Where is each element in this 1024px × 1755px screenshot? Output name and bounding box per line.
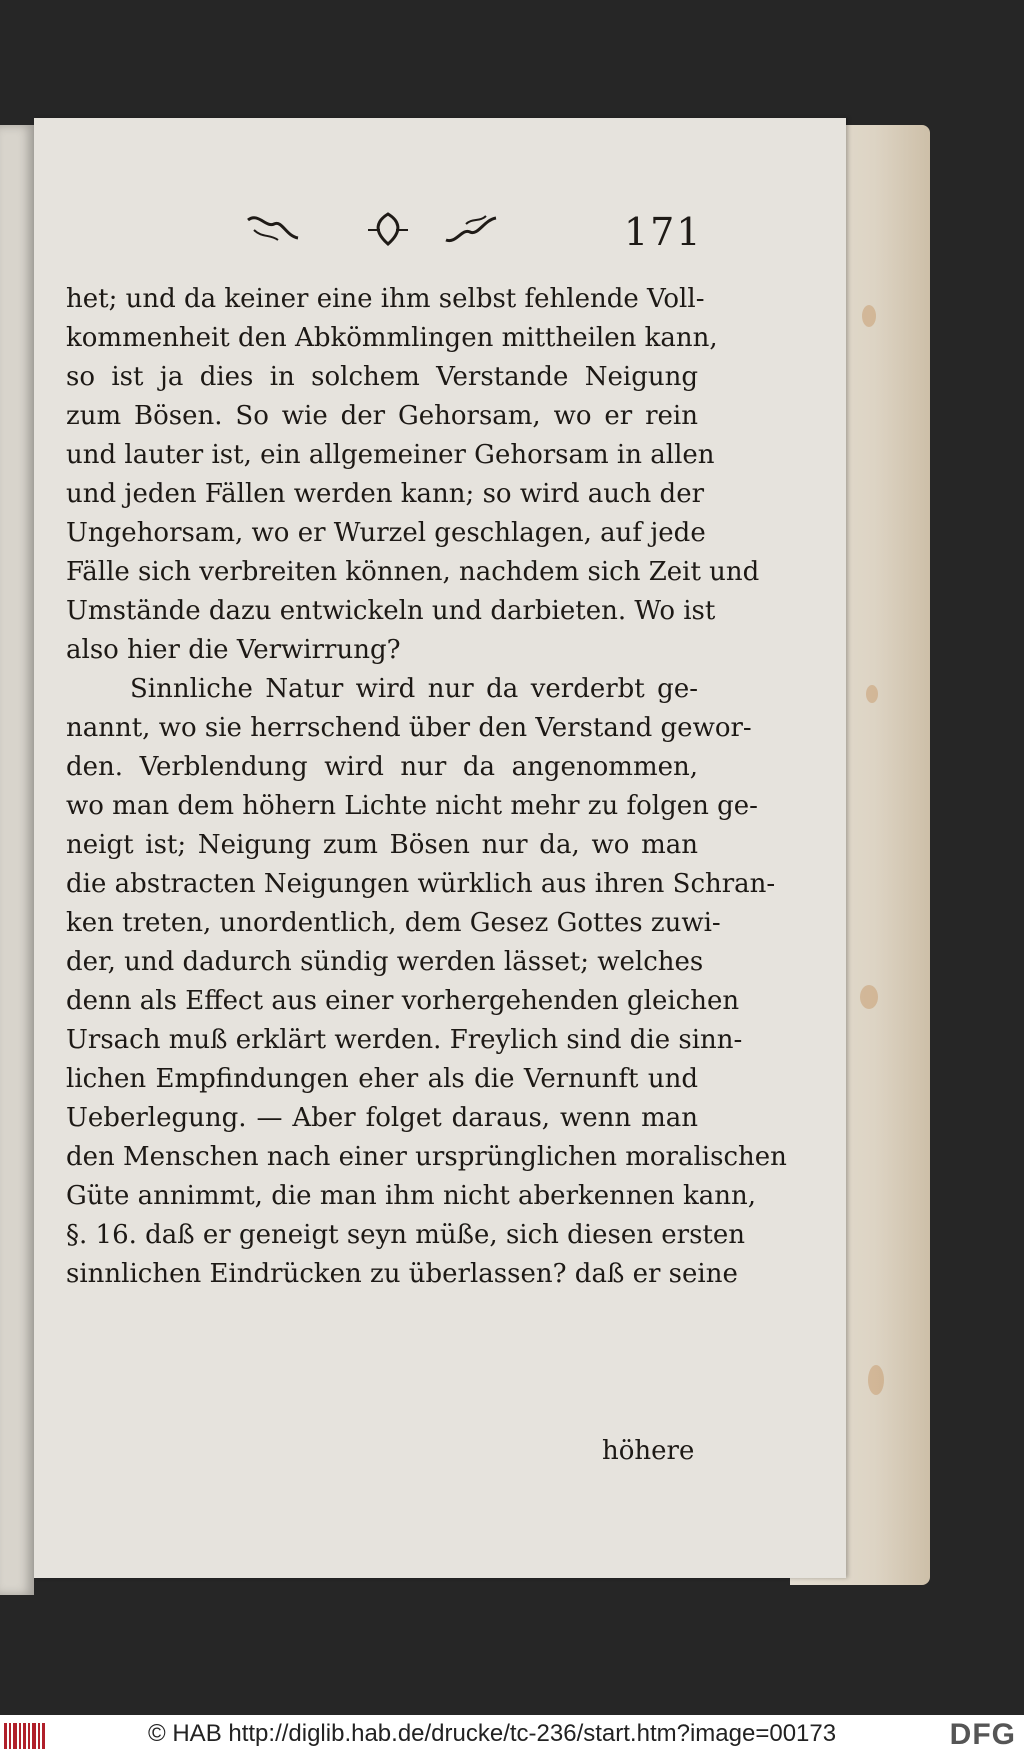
text-line: lichen Empfindungen eher als die Vernunft und	[66, 1064, 698, 1094]
text-line: also hier die Verwirrung?	[66, 635, 401, 665]
text-line: den Menschen nach einer ursprünglichen moralischen	[66, 1142, 787, 1172]
text-line: Fälle sich verbreiten können, nachdem sich Zeit und	[66, 557, 760, 587]
foxing-stain	[866, 685, 878, 703]
right-fleuron-icon	[440, 210, 500, 250]
text-line: het; und da keiner eine ihm selbst fehlende Voll-	[66, 284, 705, 314]
text-line: wo man dem höhern Lichte nicht mehr zu folgen ge-	[66, 791, 758, 821]
text-line: den. Verblendung wird nur da angenommen,	[66, 752, 698, 782]
text-line: Ueberlegung. — Aber folget daraus, wenn man	[66, 1103, 698, 1133]
text-line: nannt, wo sie herrschend über den Verstand gewor-	[66, 713, 752, 743]
text-line: die abstracten Neigungen würklich aus ihren Schran-	[66, 869, 776, 899]
text-line: und lauter ist, ein allgemeiner Gehorsam in allen	[66, 440, 715, 470]
foxing-stain	[868, 1365, 884, 1395]
dfg-logo: DFG	[949, 1718, 1016, 1751]
text-line: §. 16. daß er geneigt seyn müße, sich diesen ersten	[66, 1220, 745, 1250]
text-line: so ist ja dies in solchem Verstande Neigung	[66, 362, 698, 392]
text-line: neigt ist; Neigung zum Bösen nur da, wo man	[66, 830, 698, 860]
text-line: ken treten, unordentlich, dem Gesez Gottes zuwi-	[66, 908, 721, 938]
page-number: 171	[624, 210, 703, 254]
copyright-link[interactable]: © HAB http://diglib.hab.de/drucke/tc-236/start.htm?image=00173	[148, 1720, 837, 1747]
text-line: zum Bösen. So wie der Gehorsam, wo er rein	[66, 401, 698, 431]
text-line: kommenheit den Abkömmlingen mittheilen kann,	[66, 323, 718, 353]
text-line: Ursach muß erklärt werden. Freylich sind die sinn-	[66, 1025, 743, 1055]
facing-page-edge	[0, 125, 34, 1595]
left-fleuron-icon	[244, 210, 304, 250]
barcode-icon	[4, 1723, 48, 1749]
book-page	[34, 118, 846, 1578]
center-fleuron-icon	[364, 210, 412, 250]
text-line: Umstände dazu entwickeln und darbieten. Wo ist	[66, 596, 716, 626]
text-line: Ungehorsam, wo er Wurzel geschlagen, auf jede	[66, 518, 706, 548]
foxing-stain	[862, 305, 876, 327]
foxing-stain	[860, 985, 878, 1009]
viewer-footer	[0, 1715, 1024, 1755]
text-line: sinnlichen Eindrücken zu überlassen? daß er seine	[66, 1259, 738, 1289]
catchword: höhere	[602, 1436, 695, 1466]
text-line: Sinnliche Natur wird nur da verderbt ge-	[130, 674, 698, 704]
text-line: und jeden Fällen werden kann; so wird auch der	[66, 479, 705, 509]
text-line: Güte annimmt, die man ihm nicht aberkennen kann,	[66, 1181, 757, 1211]
text-line: der, und dadurch sündig werden lässet; welches	[66, 947, 704, 977]
body-text	[66, 280, 787, 1294]
text-line: denn als Effect aus einer vorhergehenden gleichen	[66, 986, 740, 1016]
